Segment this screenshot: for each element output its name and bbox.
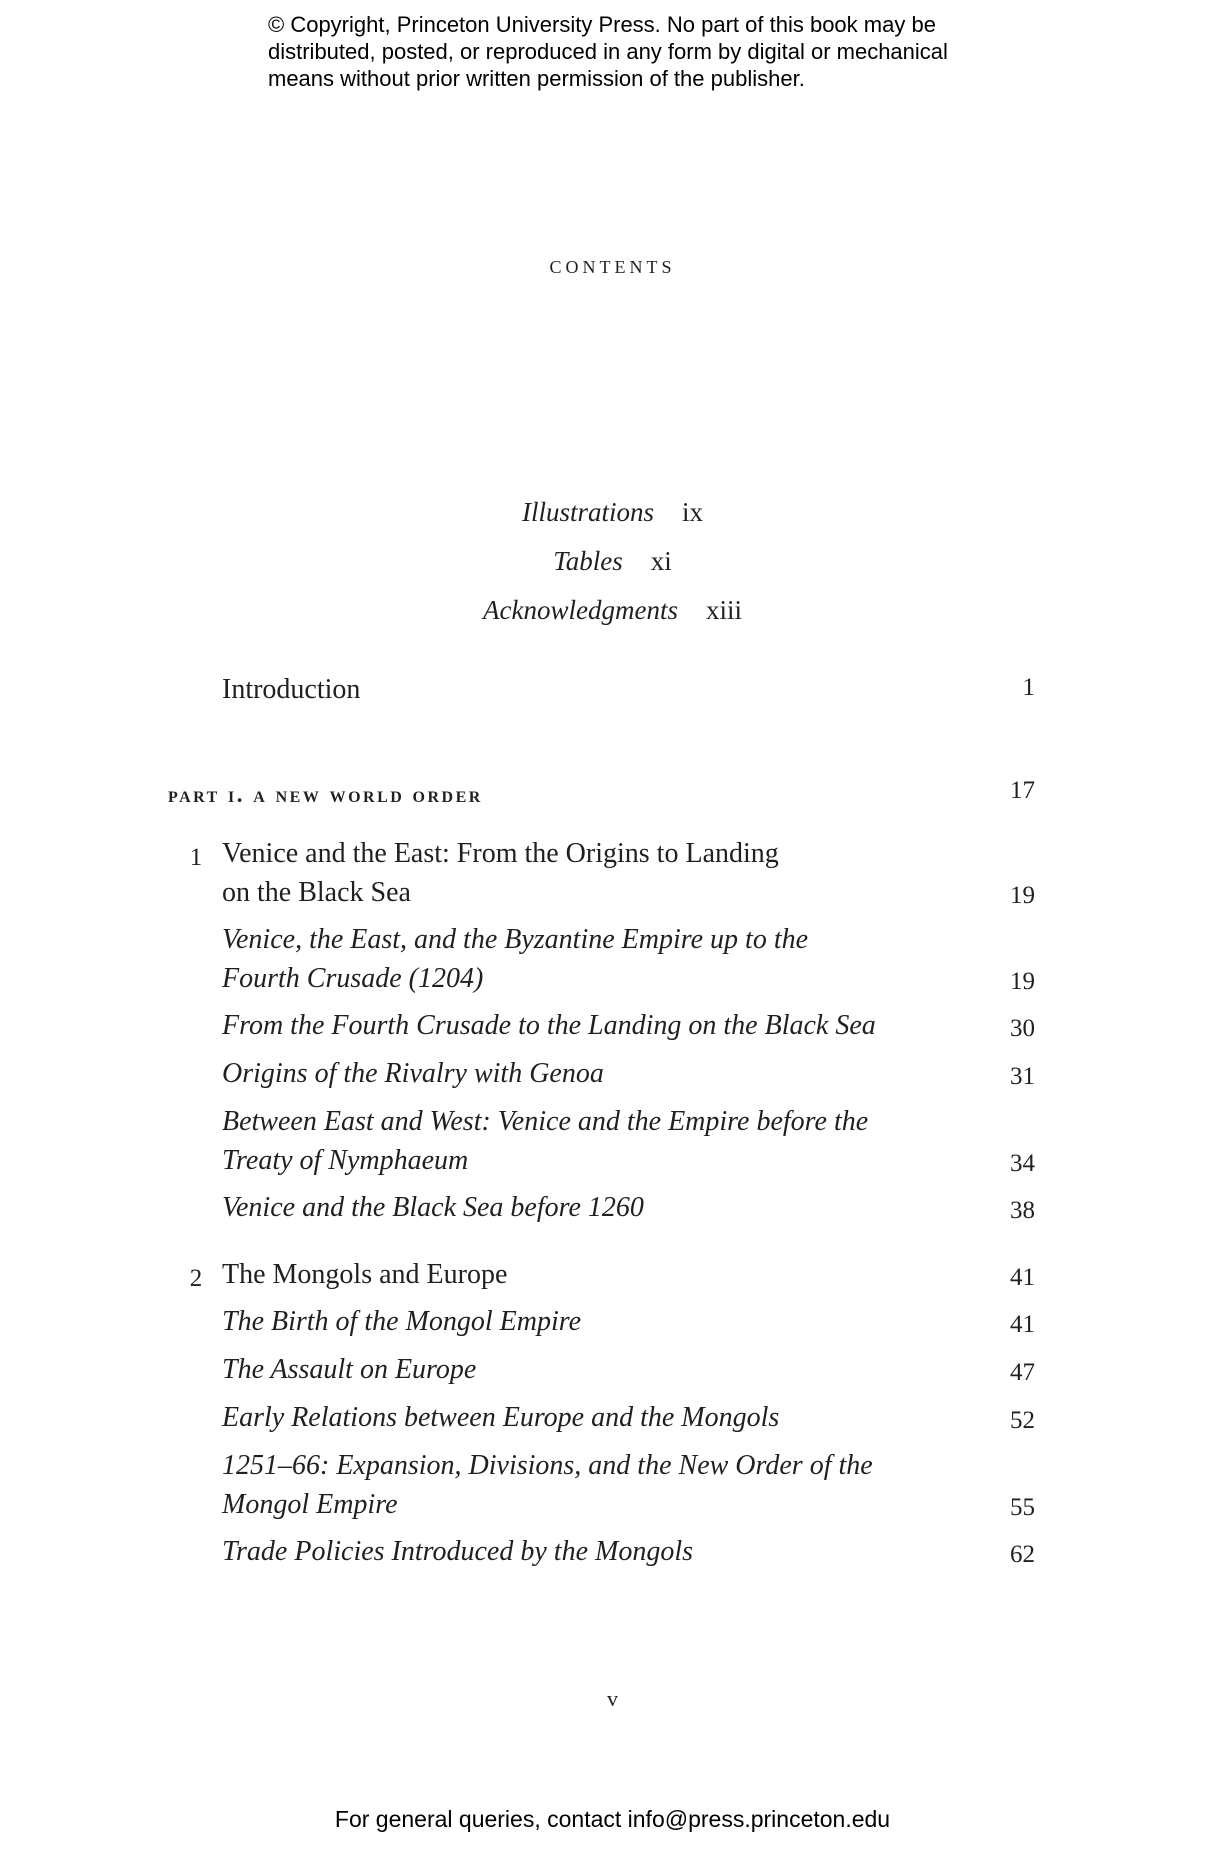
toc-page: 34 <box>1010 1150 1035 1177</box>
front-matter-item[interactable] <box>0 592 1225 641</box>
toc-page: 38 <box>1010 1197 1035 1224</box>
chapter-number: 2 <box>189 1265 203 1292</box>
toc-page: 41 <box>1010 1264 1035 1291</box>
toc-section[interactable]: The Assault on Europe <box>222 1354 477 1385</box>
front-matter-title: Tables <box>553 546 623 576</box>
front-matter-item[interactable] <box>0 543 1225 592</box>
front-matter-page: ix <box>682 497 704 527</box>
copyright-notice <box>268 11 1028 92</box>
chapter-title-line: on the Black Sea <box>222 877 411 908</box>
chapter-title-line: Venice and the East: From the Origins to Landing <box>222 838 779 869</box>
toc-chapter-1[interactable] <box>222 834 779 912</box>
toc-chapter-2[interactable]: The Mongols and Europe <box>222 1259 508 1290</box>
toc-page: 47 <box>1010 1359 1035 1386</box>
toc-page: 1 <box>1022 674 1035 701</box>
copyright-line: means without prior written permission of the publisher. <box>268 66 805 91</box>
contents-title: contents <box>549 250 676 279</box>
toc-page: 19 <box>1010 882 1035 909</box>
toc-page: 52 <box>1010 1407 1035 1434</box>
page-number: v <box>607 1686 618 1711</box>
copyright-line: © Copyright, Princeton University Press. No part of this book may be <box>268 12 936 37</box>
front-matter-page: xi <box>650 546 672 576</box>
toc-section[interactable]: From the Fourth Crusade to the Landing on the Black Sea <box>222 1010 876 1041</box>
front-matter-title: Acknowledgments <box>483 595 678 625</box>
toc-page: 55 <box>1010 1494 1035 1521</box>
toc-entry-introduction[interactable]: Introduction <box>222 674 361 705</box>
front-matter-page: xiii <box>705 595 742 625</box>
section-title-line: 1251–66: Expansion, Divisions, and the New Order of the <box>222 1450 873 1481</box>
toc-section[interactable] <box>222 1102 868 1180</box>
toc-page: 30 <box>1010 1015 1035 1042</box>
toc-section[interactable]: Trade Policies Introduced by the Mongols <box>222 1536 693 1567</box>
toc-section[interactable] <box>222 920 808 998</box>
section-title-line: Treaty of Nymphaeum <box>222 1145 469 1176</box>
section-title-line: Mongol Empire <box>222 1489 398 1520</box>
front-matter-list <box>0 494 1225 641</box>
toc-section[interactable] <box>222 1446 873 1524</box>
toc-page: 31 <box>1010 1063 1035 1090</box>
toc-section[interactable]: Early Relations between Europe and the Mongols <box>222 1402 780 1433</box>
section-title-line: Venice, the East, and the Byzantine Empire up to the <box>222 924 809 955</box>
front-matter-title: Illustrations <box>521 497 654 527</box>
toc-section[interactable]: Origins of the Rivalry with Genoa <box>222 1058 604 1089</box>
toc-section[interactable]: The Birth of the Mongol Empire <box>222 1306 582 1337</box>
toc-page: 19 <box>1010 968 1035 995</box>
section-title-line: Fourth Crusade (1204) <box>222 963 484 994</box>
chapter-number: 1 <box>189 844 203 871</box>
section-title-line: Between East and West: Venice and the Empire before the <box>222 1106 869 1137</box>
toc-page: 41 <box>1010 1311 1035 1338</box>
toc-page: 62 <box>1010 1541 1035 1568</box>
copyright-line: distributed, posted, or reproduced in any form by digital or mechanical <box>268 39 948 64</box>
front-matter-item[interactable] <box>0 494 1225 543</box>
contact-line: For general queries, contact info@press.princeton.edu <box>334 1806 891 1832</box>
toc-page: 17 <box>1010 777 1035 804</box>
part-heading[interactable]: part i. a new world order <box>168 782 483 807</box>
toc-section[interactable]: Venice and the Black Sea before 1260 <box>222 1192 644 1223</box>
